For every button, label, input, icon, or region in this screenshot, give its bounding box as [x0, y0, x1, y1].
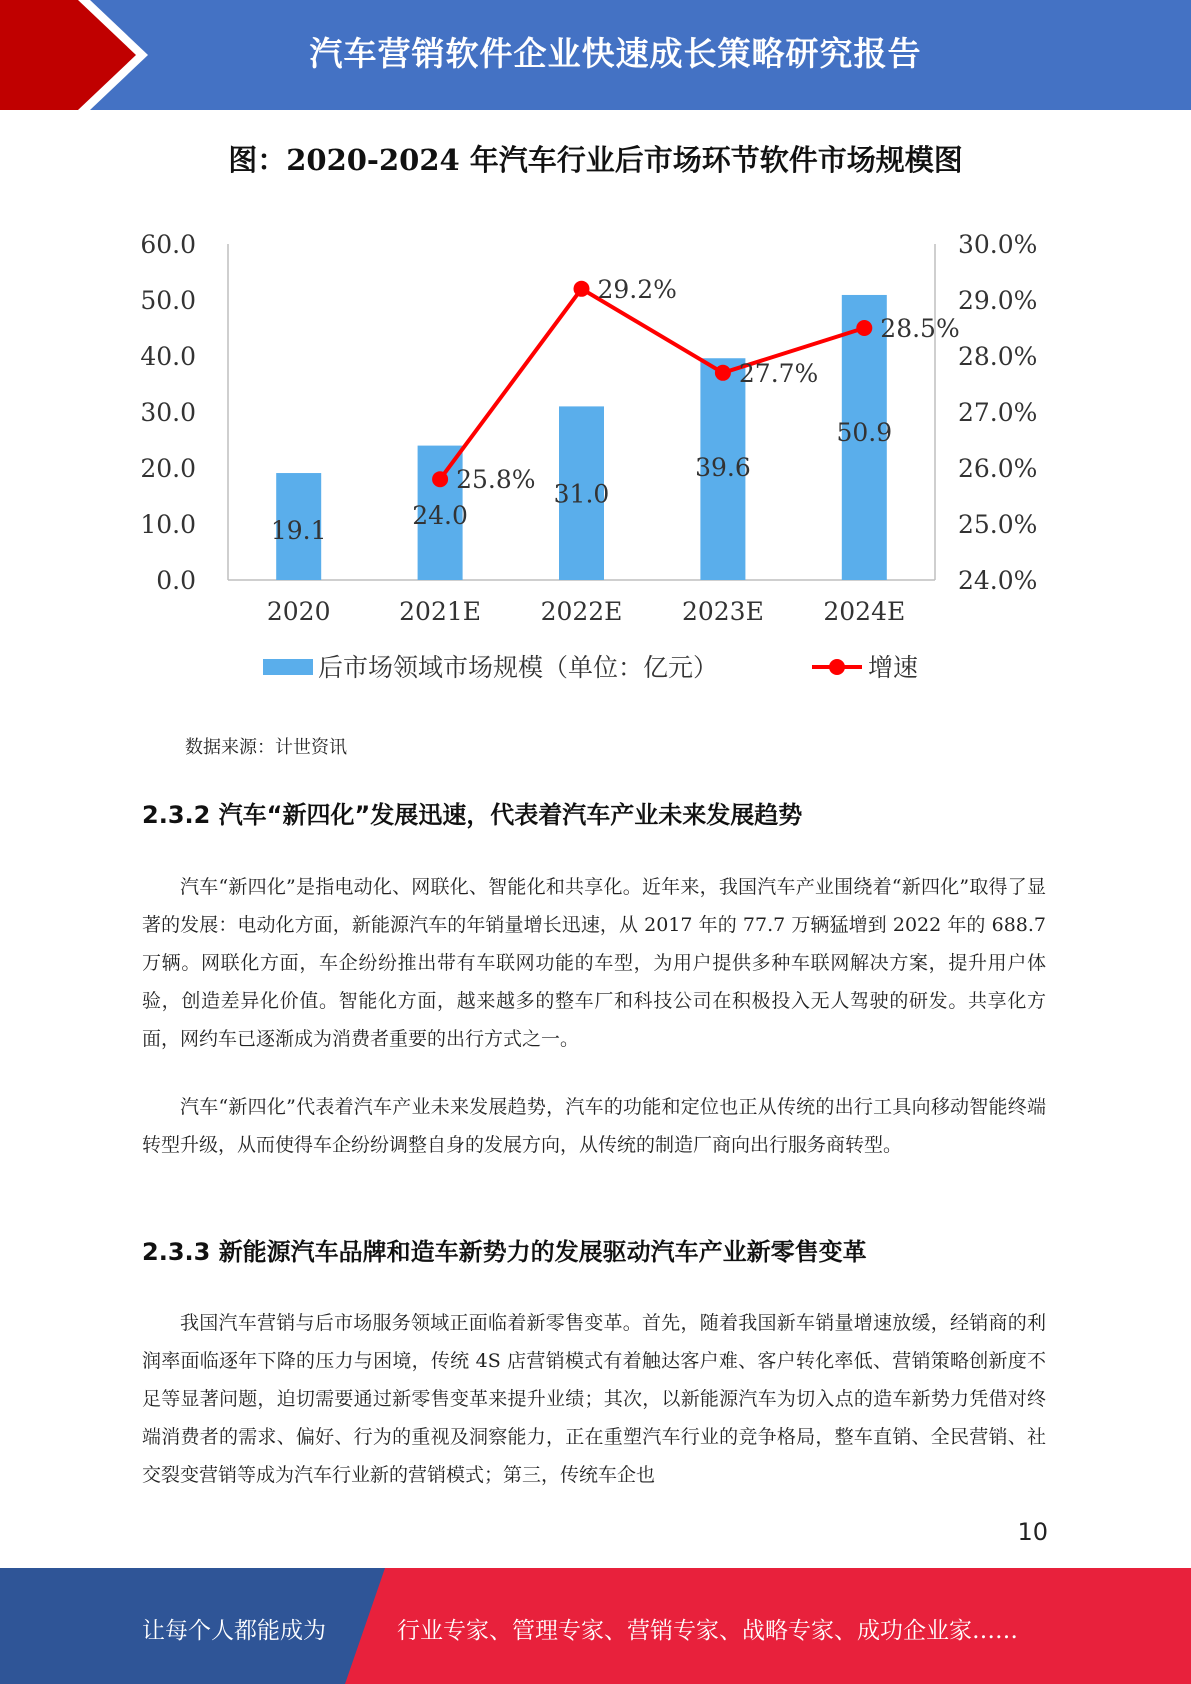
- section-heading-2-3-2: 2.3.2 汽车“新四化”发展迅速，代表着汽车产业未来发展趋势: [142, 801, 803, 829]
- paragraph: 汽车“新四化”是指电动化、网联化、智能化和共享化。近年来，我国汽车产业围绕着“新四化”取得了显著的发展：电动化方面，新能源汽车的年销量增长迅速，从 2017 年的 77.7 万辆猛增到 2022 年的 688.7 万辆。网联化方面，车企纷纷推出带有车联网功能的车型，为用户提供多种车联网解决方案，提升用户体验，创造差异化价值。智能化方面，越来越多的整车厂和科技公司在积极投入无人驾驶的研发。共享化方面，网约车已逐渐成为消费者重要的出行方式之一。: [142, 876, 1046, 1050]
- growth-data-label: 29.2%: [597, 274, 677, 304]
- y-right-tick-label: 28.0%: [958, 342, 1038, 371]
- y-right-tick-label: 30.0%: [958, 230, 1038, 259]
- x-tick-label: 2024E: [823, 597, 906, 626]
- x-tick-label: 2022E: [540, 597, 623, 626]
- report-title: 汽车营销软件企业快速成长策略研究报告: [309, 34, 922, 73]
- paragraph: 我国汽车营销与后市场服务领域正面临着新零售变革。首先，随着我国新车销量增速放缓，经销商的利润率面临逐年下降的压力与困境，传统 4S 店营销模式有着触达客户难、客户转化率低、营销策略创新度不足等显著问题，迫切需要通过新零售变革来提升业绩；其次，以新能源汽车为切入点的造车新势力凭借对终端消费者的需求、偏好、行为的重视及洞察能力，正在重塑汽车行业的竞争格局，整车直销、全民营销、社交裂变营销等成为汽车行业新的营销模式；第三，传统车企也: [142, 1312, 1046, 1486]
- section-heading-2-3-3: 2.3.3 新能源汽车品牌和造车新势力的发展驱动汽车产业新零售变革: [142, 1238, 867, 1266]
- figure-title: 图：2020-2024 年汽车行业后市场环节软件市场规模图: [228, 143, 963, 177]
- legend-line-marker: [829, 659, 845, 675]
- bar-data-label: 24.0: [412, 501, 468, 531]
- y-right-tick-label: 24.0%: [958, 566, 1038, 595]
- bar-data-label: 31.0: [553, 479, 610, 509]
- paragraph: 汽车“新四化”代表着汽车产业未来发展趋势，汽车的功能和定位也正从传统的出行工具向移动智能终端转型升级，从而使得车企纷纷调整自身的发展方向，从传统的制造厂商向出行服务商转型。: [142, 1096, 1046, 1156]
- growth-data-label: 27.7%: [738, 358, 819, 388]
- footer-slogan-right: 行业专家、管理专家、营销专家、战略专家、成功企业家……: [397, 1618, 1018, 1644]
- growth-rate-point: [715, 365, 731, 381]
- y-left-tick-label: 60.0: [140, 230, 196, 259]
- bar-data-label: 19.1: [270, 516, 327, 546]
- report-footer: [0, 1568, 1191, 1684]
- x-tick-label: 2021E: [399, 597, 482, 626]
- y-left-tick-label: 0.0: [156, 566, 196, 595]
- footer-slogan-left: 让每个人都能成为: [142, 1618, 326, 1644]
- y-left-tick-label: 10.0: [140, 510, 196, 539]
- legend-bar-swatch: [263, 659, 313, 675]
- bar-data-label: 50.9: [836, 418, 893, 448]
- bar-data-label: 39.6: [695, 453, 751, 483]
- x-tick-label: 2023E: [681, 597, 764, 626]
- y-right-tick-label: 29.0%: [958, 286, 1038, 315]
- legend-line-label: 增速: [868, 653, 919, 682]
- y-right-tick-label: 27.0%: [958, 398, 1038, 427]
- growth-rate-point: [856, 320, 872, 336]
- growth-data-label: 28.5%: [880, 314, 960, 343]
- report-header: [0, 0, 1191, 110]
- y-left-tick-label: 40.0: [140, 342, 196, 371]
- y-right-tick-label: 26.0%: [958, 454, 1038, 483]
- y-left-tick-label: 20.0: [140, 454, 196, 483]
- data-source: 数据来源：计世资讯: [185, 737, 347, 758]
- legend-bar-label: 后市场领域市场规模（单位：亿元）: [318, 653, 719, 682]
- page-number: 10: [1017, 1518, 1048, 1546]
- x-tick-label: 2020: [266, 597, 331, 626]
- y-right-tick-label: 25.0%: [958, 510, 1038, 539]
- y-left-tick-label: 50.0: [140, 286, 196, 315]
- market-size-chart: [0, 220, 1191, 700]
- growth-rate-point: [574, 281, 590, 297]
- growth-data-label: 25.8%: [456, 465, 536, 495]
- growth-rate-point: [432, 471, 448, 487]
- y-left-tick-label: 30.0: [140, 398, 196, 427]
